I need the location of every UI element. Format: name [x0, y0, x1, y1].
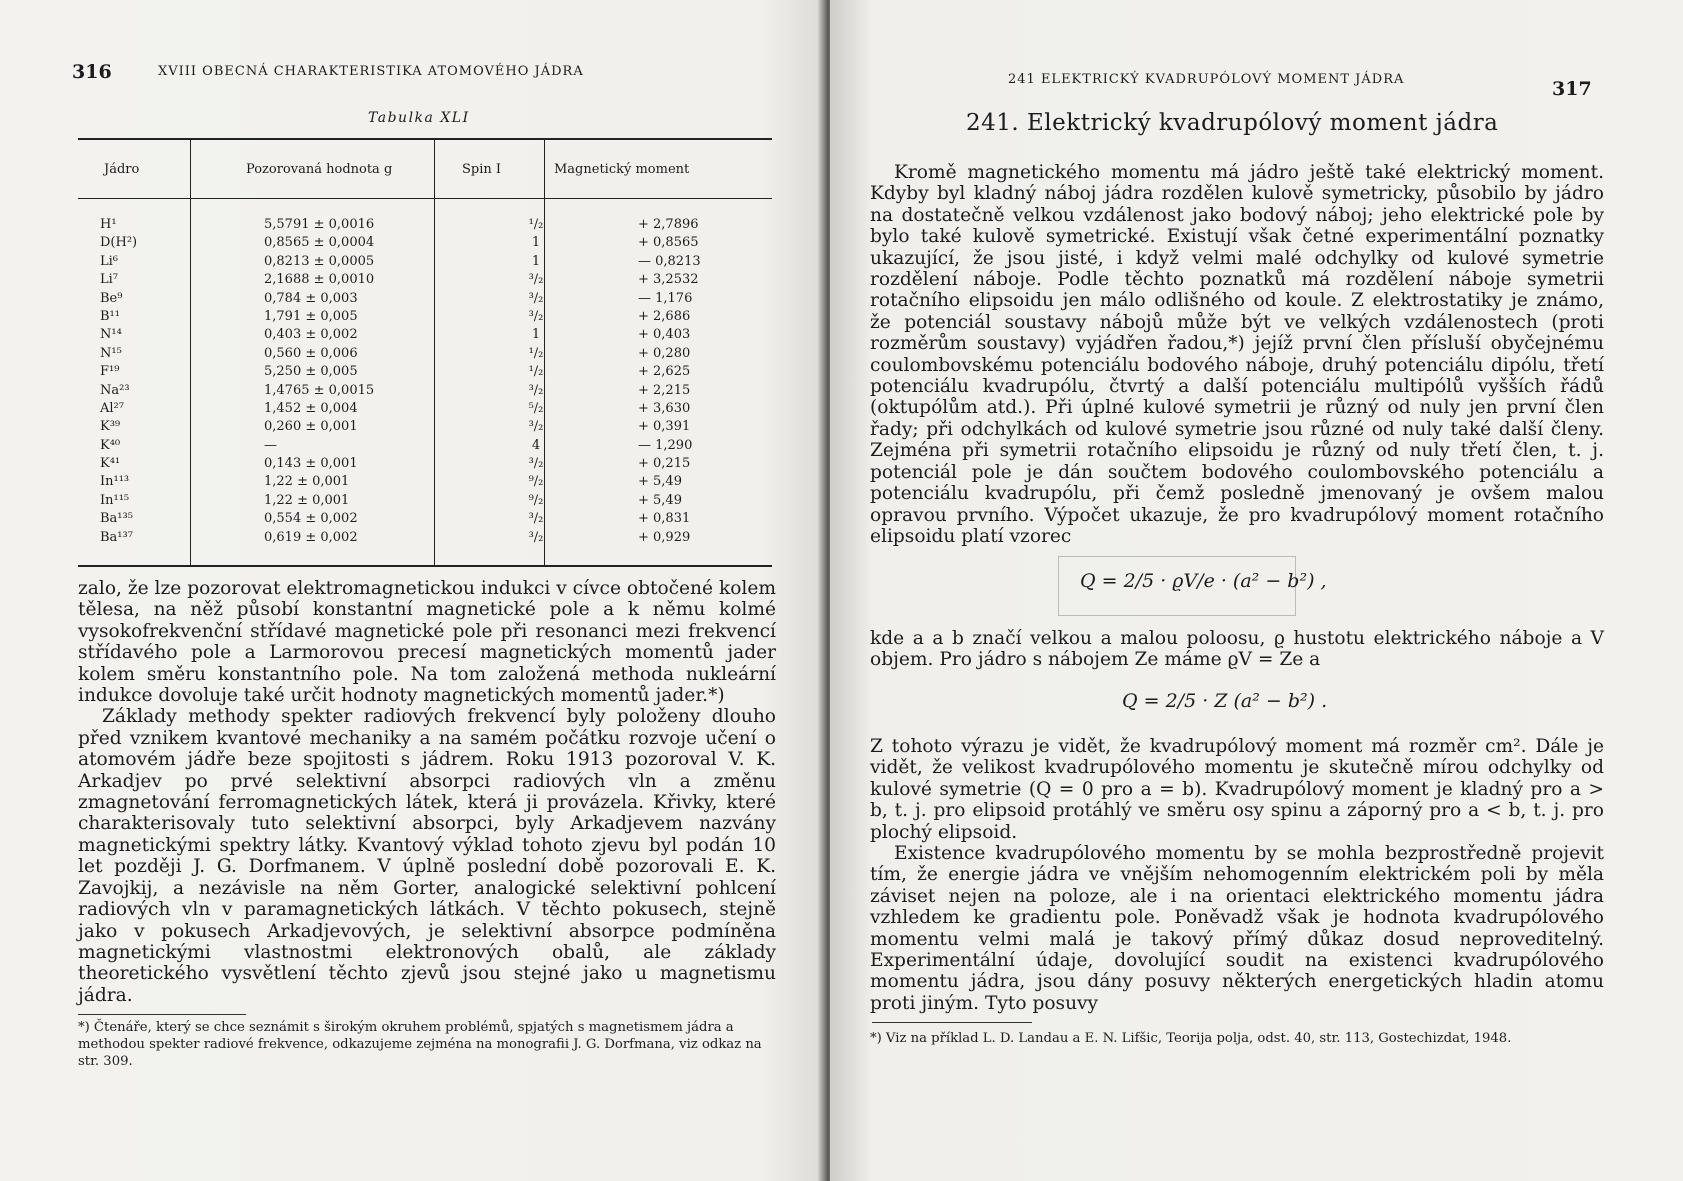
page-number: 317 [1552, 78, 1592, 100]
table-cell: ¹/₂ [528, 217, 544, 232]
column-divider [434, 140, 435, 565]
table-cell: — 1,290 [638, 437, 693, 453]
table-cell: 0,8213 ± 0,0005 [264, 253, 375, 269]
table-cell: N¹⁵ [100, 345, 122, 361]
header-spin: Spin I [462, 162, 502, 177]
table-cell: Li⁷ [100, 272, 119, 288]
table-cell: 1,22 ± 0,001 [264, 492, 350, 508]
table-cell: Al²⁷ [100, 400, 124, 416]
table-cell: + 2,686 [638, 308, 691, 324]
table-cell: 0,619 ± 0,002 [264, 529, 358, 545]
left-page [0, 0, 826, 1181]
column-spin [516, 216, 556, 547]
table-cell: ³/₂ [528, 272, 544, 288]
table-cell: — 0,8213 [638, 253, 701, 269]
column-divider [190, 140, 191, 565]
header-magnetic-moment: Magnetický moment [554, 162, 690, 177]
paragraph: Existence kvadrupólového momentu by se mohla bezprostředně projevit tím, že energie jádra ve vnějším nehomogenním elektrickém poli by měla záviset nejen na poloze, ale i na orientaci elektrického momentu jádra vzhledem ke gradientu pole. Poněvadž však je hodnota kvadrupólového momentu velmi malá je takový přímý důkaz dosud neproveditelný. Experimentální údaje, dovolující soudit na existenci kvadrupólového momentu jádra, jsou dány posuvy některých energetických hladin atomu proti jiným. Tyto posuvy [870, 843, 1604, 1014]
column-nucleus [100, 216, 137, 547]
table-cell: + 0,403 [638, 327, 691, 343]
table-cell: + 5,49 [638, 474, 682, 490]
table-cell: K³⁹ [100, 419, 121, 435]
table-cell: In¹¹³ [100, 474, 130, 490]
right-page [830, 0, 1683, 1181]
table-cell: 4 [531, 437, 541, 453]
page-number: 316 [72, 61, 112, 83]
table-cell: 0,554 ± 0,002 [264, 511, 358, 527]
footnote-rule [78, 1014, 246, 1015]
footnote: *) Čtenáře, který se chce seznámit s širokým okruhem problémů, spjatých s magnetismem jádra a methodou spekter radiové frekvence, odkazujeme zejména na monografii J. G. Dorfmana, viz odkaz na str. 309. [78, 1020, 762, 1069]
table-cell: ⁹/₂ [528, 474, 544, 490]
footnote-rule [872, 1022, 1032, 1023]
table-cell: 1,22 ± 0,001 [264, 474, 350, 490]
header-nucleus: Jádro [104, 162, 140, 177]
table-cell: + 2,625 [638, 364, 691, 380]
table-cell: ³/₂ [528, 456, 544, 472]
table-cell: 2,1688 ± 0,0010 [264, 272, 375, 288]
table-cell: ¹/₂ [528, 364, 544, 380]
table-cell: ³/₂ [528, 382, 544, 398]
table-cell: 0,260 ± 0,001 [264, 419, 358, 435]
table-cell: 1 [531, 235, 541, 251]
table-cell: H¹ [100, 217, 117, 232]
table-cell: 5,250 ± 0,005 [264, 364, 358, 380]
right-body-mid [870, 628, 1604, 671]
paragraph: Kromě magnetického momentu má jádro ještě také elektrický moment. Kdyby byl kladný náboj jádra rozdělen kulově symetricky, působilo by jádro na dostatečně velkou vzdálenost jako bodový náboj; jeho elektrické pole by bylo také kulově symetrické. Existují však četné experimentální poznatky ukazující, že jsou jisté, i když velmi malé odchylky od kulové symetrie rozdělení náboje. Podle těchto poznatků má rozdělení náboje symetrii rotačního elipsoidu jen málo odlišného od koule. Z elektrostatiky je známo, že potenciál soustavy nábojů může být ve velkých vzdálenostech (proti rozměrům soustavy) vyjádřen řadou,*) jejíž první člen přísluší obyčejnému coulombovskému potenciálu bodového náboje, druhý potenciálu dipólu, třetí potenciálu kvadrupólu, čtvrtý a další potenciálu multipólů vyšších řádů (oktupólům atd.). Při úplné kulové symetrii je různý od nuly jen první člen řady; při odchylkách od kulové symetrie jsou různé od nuly také další členy. Zejména při symetrii rotačního elipsoidu je různý od nuly třetí člen, t. j. potenciál pole je dán součtem bodového coulombovského potenciálu a potenciálu kvadrupólu, při čemž posledně jmenovaný je ovšem malou opravou prvního. Výpočet ukazuje, že pro kvadrupólový moment rotačního elipsoidu platí vzorec [870, 162, 1604, 547]
table-cell: + 0,929 [638, 529, 691, 545]
table-cell: + 3,2532 [638, 272, 699, 288]
table-cell: 1,452 ± 0,004 [264, 400, 358, 416]
table-cell: + 0,280 [638, 345, 691, 361]
section-title: 241. Elektrický kvadrupólový moment jádra [966, 110, 1499, 136]
table-caption: Tabulka XLI [368, 110, 470, 126]
column-magnetic-moment [638, 216, 701, 547]
right-body-top [870, 162, 1604, 547]
table-cell: 1,4765 ± 0,0015 [264, 382, 375, 398]
footnote: *) Viz na příklad L. D. Landau a E. N. Lifšic, Teorija polja, odst. 40, str. 113, Gostechizdat, 1948. [870, 1031, 1512, 1046]
paragraph: Z tohoto výrazu je vidět, že kvadrupólový moment má rozměr cm². Dále je vidět, že velikost kvadrupólového momentu je skutečně mírou odchylky od kulové symetrie (Q = 0 pro a = b). Kvadrupólový moment je kladný pro a > b, t. j. pro elipsoid protáhlý ve směru osy spinu a záporný pro a < b, t. j. pro plochý elipsoid. [870, 736, 1604, 843]
formula-quadrupole: Q = 2/5 · ϱV/e · (a² − b²) , [1080, 570, 1327, 592]
running-head: 241 ELEKTRICKÝ KVADRUPÓLOVÝ MOMENT JÁDRA [1008, 72, 1405, 87]
table-cell: Na²³ [100, 382, 130, 398]
table-cell: — [264, 437, 277, 453]
formula-quadrupole-z: Q = 2/5 · Z (a² − b²) . [1122, 690, 1328, 712]
table-cell: ³/₂ [528, 529, 544, 545]
running-head: XVIII OBECNÁ CHARAKTERISTIKA ATOMOVÉHO JÁDRA [158, 64, 584, 79]
table-cell: 1 [531, 253, 541, 269]
table-cell: 0,560 ± 0,006 [264, 345, 358, 361]
table-cell: + 0,391 [638, 419, 691, 435]
table-cell: ³/₂ [528, 419, 544, 435]
table-cell: ⁵/₂ [528, 400, 544, 416]
table-cell: D(H²) [100, 235, 138, 251]
table-cell: F¹⁹ [100, 364, 120, 380]
table-cell: In¹¹⁵ [100, 492, 130, 508]
table-cell: N¹⁴ [100, 327, 122, 343]
column-g-value [264, 216, 374, 547]
table-cell: K⁴¹ [100, 456, 121, 472]
table-cell: + 3,630 [638, 400, 691, 416]
table-cell: ³/₂ [528, 511, 544, 527]
table-cell: Li⁶ [100, 253, 119, 269]
table-cell: 0,403 ± 0,002 [264, 327, 358, 343]
table-cell: K⁴⁰ [100, 437, 121, 453]
table-cell: 0,8565 ± 0,0004 [264, 235, 375, 251]
table-cell: B¹¹ [100, 308, 120, 324]
table-cell: — 1,176 [638, 290, 693, 306]
table-cell: 1,791 ± 0,005 [264, 308, 358, 324]
header-g-value: Pozorovaná hodnota g [246, 162, 393, 177]
table-cell: 5,5791 ± 0,0016 [264, 217, 375, 232]
table-cell: ¹/₂ [528, 345, 544, 361]
table-cell: + 5,49 [638, 492, 682, 508]
table-cell: + 0,8565 [638, 235, 699, 251]
table-cell: + 2,215 [638, 382, 691, 398]
table-cell: ⁹/₂ [528, 492, 544, 508]
paragraph: zalo, že lze pozorovat elektromagnetickou indukci v cívce obtočené kolem tělesa, na něž působí konstantní magnetické pole a k němu kolmé vysokofrekvenční střídavé magnetické pole při resonanci mezi frekvencí střídavého pole a Larmorovou precesí magnetických momentů jader kolem směru konstantního pole. Na tom založená methoda nukleární indukce dovoluje také určit hodnoty magnetických momentů jader.*) [78, 578, 776, 707]
table-cell: ³/₂ [528, 308, 544, 324]
table-cell: Be⁹ [100, 290, 123, 306]
paragraph: Základy methody spekter radiových frekvencí byly položeny dlouho před vznikem kvantové mechaniky a na samém počátku rozvoje učení o atomovém jádře beze spojitosti s jádrem. Roku 1913 pozoroval V. K. Arkadjev po prvé selektivní absorpci radiových vln a změnu zmagnetování ferromagnetických látek, která ji provázela. Křivky, které charakterisovaly tuto selektivní absorpci, byly Arkadjevem nazvány magnetickými spektry látky. Kvantový výklad tohoto zjevu byl podán 10 let později J. G. Dorfmanem. V úplně poslední době pozorovali E. K. Zavojkij, a nezávisle na něm Gorter, analogické selektivní pohlcení radiových vln v paramagnetických látkách. V těchto pokusech, stejně jako v pokusech Arkadjevových, je selektivní absorpce podmíněna magnetickými vlastnostmi elektronových obalů, ale základy theoretického vysvětlení těchto zjevů jsou stejné jako u magnetismu jádra. [78, 706, 776, 1006]
table-cell: 0,143 ± 0,001 [264, 456, 358, 472]
table-cell: Ba¹³⁷ [100, 529, 133, 545]
table-cell: + 2,7896 [638, 217, 699, 232]
table-cell: + 0,215 [638, 456, 691, 472]
table-cell: 0,784 ± 0,003 [264, 290, 358, 306]
left-body [78, 578, 776, 1006]
table-cell: ³/₂ [528, 290, 544, 306]
table-cell: + 0,831 [638, 511, 691, 527]
nuclei-table [78, 138, 772, 567]
table-cell: 1 [531, 327, 541, 343]
paragraph: kde a a b značí velkou a malou poloosu, ϱ hustotu elektrického náboje a V objem. Pro jádro s nábojem Ze máme ϱV = Ze a [870, 628, 1604, 671]
table-cell: Ba¹³⁵ [100, 511, 133, 527]
right-body-bottom [870, 736, 1604, 1014]
